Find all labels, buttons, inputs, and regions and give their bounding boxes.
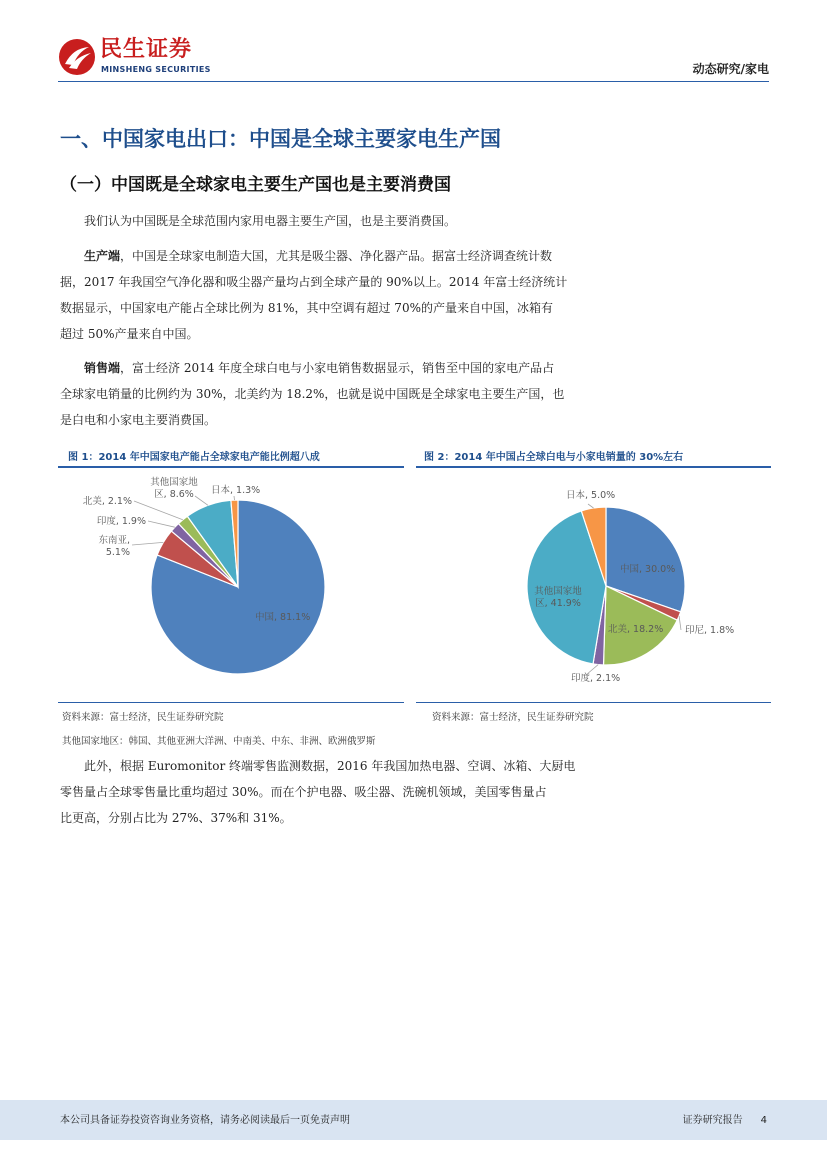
section-heading: 一、中国家电出口：中国是全球主要家电生产国	[60, 126, 501, 151]
production-line: 据，2017 年我国空气净化器和吸尘器产量均占到全球产量的 90%以上。2014 年富士经济统计	[60, 275, 568, 289]
figure-2-pie-chart	[416, 470, 771, 700]
header-rule	[58, 81, 769, 82]
figure-1-note: 其他国家地区：韩国、其他亚洲大洋洲、中南美、中东、非洲、欧洲俄罗斯	[62, 736, 376, 747]
minsheng-logo-icon	[58, 38, 96, 76]
pie-leader-line	[132, 542, 163, 545]
footer-report-type: 证券研究报告	[682, 1115, 743, 1126]
sales-paragraph	[60, 355, 626, 433]
footer-right	[665, 1115, 767, 1127]
sales-line	[60, 355, 626, 381]
production-paragraph	[60, 243, 626, 347]
production-line: 数据显示，中国家电产能占全球比例为 81%，其中空调有超过 70%的产量来自中国，冰箱有	[60, 301, 553, 315]
figure-1-title: 图 1：2014 年中国家电产能占全球家电产能比例超八成	[68, 452, 320, 463]
pie-data-label: 东南亚, 5.1%	[98, 535, 130, 558]
sales-label: 销售端	[84, 361, 121, 375]
figure-2-top-rule	[416, 466, 771, 468]
pie-data-label: 印度, 2.1%	[571, 673, 621, 684]
intro-paragraph	[60, 208, 626, 234]
figure-2-bottom-rule	[416, 702, 771, 703]
pie-leader-line	[234, 496, 235, 500]
pie-leader-line	[679, 616, 681, 630]
pie-data-label: 中国, 30.0%	[620, 564, 676, 575]
production-line: 超过 50%产量来自中国。	[60, 327, 199, 341]
pie-data-label: 北美, 18.2%	[608, 624, 664, 635]
pie-leader-line	[588, 504, 594, 508]
production-label: 生产端	[84, 249, 121, 263]
pie-data-label: 其他国家地区, 41.9%	[534, 586, 582, 609]
doc-type-label: 动态研究/家电	[692, 62, 769, 76]
pie-data-label: 北美, 2.1%	[82, 496, 132, 507]
logo-en-text: MINSHENG SECURITIES	[101, 65, 211, 74]
pie-data-label: 其他国家地区, 8.6%	[150, 477, 198, 500]
production-line	[60, 243, 626, 269]
euromonitor-paragraph	[60, 753, 626, 831]
production-text: ，中国是全球家电制造大国，尤其是吸尘器、净化器产品。据富士经济调查统计数	[120, 249, 553, 263]
logo-cn-text: 民生证券	[100, 37, 193, 62]
pie-leader-line	[195, 496, 208, 505]
figure-2-source: 资料来源：富士经济，民生证券研究院	[432, 712, 594, 723]
figure-1-pie-chart	[58, 470, 404, 700]
sales-line: 全球家电销量的比例约为 30%，北美约为 18.2%，也就是说中国既是全球家电主要生产国，也	[60, 387, 565, 401]
sales-line: 是白电和小家电主要消费国。	[60, 413, 217, 427]
pie-data-label: 日本, 1.3%	[211, 485, 261, 496]
pie-data-label: 日本, 5.0%	[566, 490, 616, 501]
pie-data-label: 中国, 81.1%	[255, 612, 311, 623]
figure-1-bottom-rule	[58, 702, 404, 703]
footer-disclaimer: 本公司具备证券投资咨询业务资格，请务必阅读最后一页免责声明	[60, 1115, 350, 1126]
euromonitor-line: 零售量占全球零售量比重均超过 30%。而在个护电器、吸尘器、洗碗机领域，美国零售量占	[60, 785, 547, 799]
euromonitor-line: 此外，根据 Euromonitor 终端零售监测数据，2016 年我国加热电器、空调、冰箱、大厨电	[84, 759, 576, 773]
intro-line: 我们认为中国既是全球范围内家用电器主要生产国，也是主要消费国。	[84, 214, 457, 228]
figure-2-title: 图 2：2014 年中国占全球白电与小家电销量的 30%左右	[424, 452, 684, 463]
figure-1-source: 资料来源：富士经济，民生证券研究院	[62, 712, 224, 723]
sales-text: ，富士经济 2014 年度全球白电与小家电销售数据显示，销售至中国的家电产品占	[120, 361, 555, 375]
subsection-heading: （一）中国既是全球家电主要生产国也是主要消费国	[60, 175, 451, 195]
figure-1-top-rule	[58, 466, 404, 468]
pie-data-label: 印度, 1.9%	[96, 516, 146, 527]
page-number: 4	[760, 1115, 767, 1126]
pie-data-label: 印尼, 1.8%	[685, 625, 735, 636]
pie-leader-line	[148, 521, 175, 527]
euromonitor-line: 比更高，分别占比为 27%、37%和 31%。	[60, 811, 292, 825]
